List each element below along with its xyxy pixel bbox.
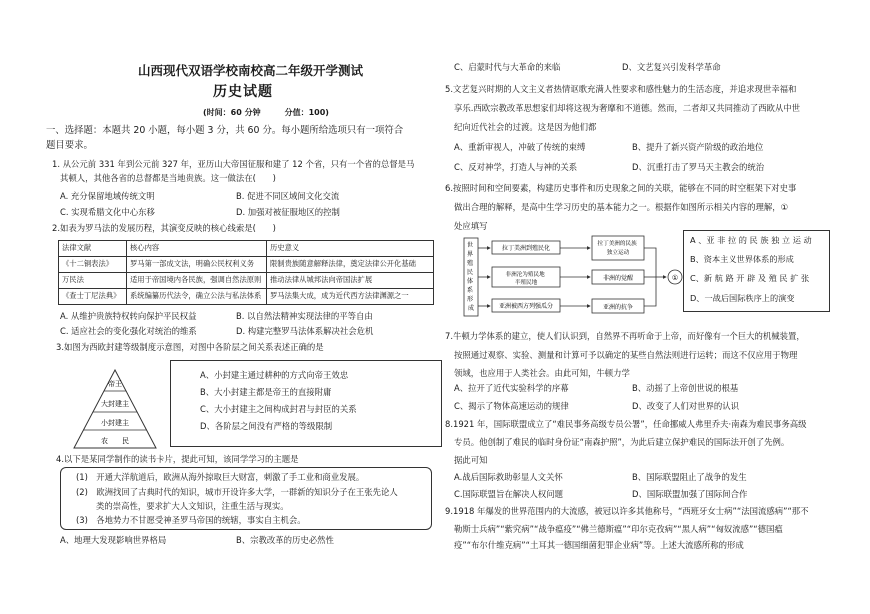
q4-option-b[interactable]: B、宗教改革的历史必然性	[236, 535, 334, 545]
q4-card-item-2-cont: 类的崇高性，要求扩大人文知识，注重生活与现实。	[96, 501, 289, 511]
q7-stem: 7.牛顿力学体系的建立，使人们认识到，自然界不再听命于上帝，而好像有一个巨大的机械装置，	[445, 331, 805, 341]
q6-option-c[interactable]: C、新 航 路 开 辟 及 殖 民 扩 张	[690, 273, 810, 283]
q7-stem-cont-1: 按照通过观察、实验、测量和计算可予以确定的某些自然法则进行运转；而这不仅应用于物理	[454, 350, 798, 360]
q2-table	[58, 240, 434, 305]
q3-option-d[interactable]: D、各阶层之间没有严格的等级限制	[200, 421, 333, 431]
q4-option-a[interactable]: A、地理大发现影响世界格局	[60, 535, 167, 545]
feudal-pyramid-diagram	[70, 366, 160, 452]
q4-option-d[interactable]: D、文艺复兴引发科学革命	[622, 62, 721, 72]
q1-stem: 1. 从公元前 331 年到公元前 327 年，亚历山大帝国征服和建了 12 个省，只有一个省的总督是马	[52, 159, 415, 169]
q5-stem-cont-1: 享乐.西欧宗教改革思想家们却将这视为奢靡和不道德。然而，二者却又共同推动了西欧从中世	[454, 103, 801, 113]
q9-stem: 9.1918 年爆发的世界范围内的大流感，被冠以许多其他称号，“西班牙女士病”“法国流感病”“那不	[445, 506, 809, 516]
table-header-cell: 法律文献	[59, 241, 127, 257]
q7-option-b[interactable]: B、动摇了上帝创世说的根基	[632, 383, 739, 393]
q6-stem-cont-2: 处应填写	[454, 221, 488, 231]
flow-box-latin-independence	[592, 236, 644, 260]
q6-stem-cont-1: 做出合理的解释，是高中生学习历史的基本能力之一。根据作如图所示相关内容的理解，①	[454, 202, 789, 212]
q1-option-d[interactable]: D. 加强对被征服地区的控制	[236, 207, 340, 217]
school-title: 山西现代双语学校南校高二年级开学测试	[138, 63, 364, 78]
q3-option-c[interactable]: C、大小封建主之间构成封君与封臣的关系	[200, 404, 357, 414]
subject-title: 历史试题	[213, 84, 273, 100]
table-cell: 推动法律从城邦法向帝国法扩展	[267, 273, 434, 289]
q8-stem: 8.1921 年，国际联盟成立了“难民事务高级专员公署”，任命挪威人弗里乔夫·南森为难民事务高级	[445, 419, 807, 429]
flow-text-asia: 亚洲被西方列强瓜分	[498, 303, 554, 310]
q2-option-d[interactable]: D. 构建完整罗马法体系解决社会危机	[236, 326, 374, 336]
q4-card-item-1: (1) 开通大洋航道后，欧洲从海外掠取巨大财富，刺激了手工业和商业发展。	[76, 472, 365, 482]
q4-card-item-3: (3) 各地势力不甘愿受神圣罗马帝国的统辖，事实自主机会。	[76, 515, 306, 525]
q1-stem-cont: 其顿人，其他各省的总督都是当地贵族。这一做法在( )	[60, 173, 276, 183]
q7-stem-cont-2: 领域，也应用于人类社会。由此可知，牛顿力学	[454, 368, 630, 378]
table-cell: 《查士丁尼法典》	[59, 289, 127, 305]
q6-option-a[interactable]: A 、亚 非 拉 的 民 族 独 立 运 动	[690, 235, 812, 245]
q4-stem: 4.以下是某同学制作的读书卡片，提此可知，该同学学习的主题是	[56, 454, 299, 464]
table-header-cell: 历史意义	[267, 241, 434, 257]
q2-option-b[interactable]: B. 以自然法精神实现法律的平等自由	[236, 311, 373, 321]
flow-text-latin-independence: 拉丁美洲的民族 独立运动	[597, 241, 637, 256]
q7-option-d[interactable]: D、改变了人们对世界的认识	[632, 401, 739, 411]
q5-option-d[interactable]: D、沉重打击了罗马天主教会的统治	[632, 162, 765, 172]
table-cell: 罗马第一部成文法，明确公民权利义务	[127, 257, 267, 273]
q8-stem-cont-1: 专员。他创制了难民的临时身份证“南森护照”，为此后建立保护难民的国际法开创了先例。	[454, 437, 790, 447]
vertical-label-text: 世 界 殖 民 体 系 形 成	[466, 242, 475, 312]
q4-option-c[interactable]: C、启蒙时代与大革命的来临	[454, 62, 561, 72]
pyramid-label-minor-lords: 小封建主	[101, 419, 129, 427]
colonial-system-flow-diagram	[462, 232, 684, 322]
q6-option-b[interactable]: B、资本主义世界体系的形成	[690, 254, 794, 264]
table-cell: 《十二铜表法》	[59, 257, 127, 273]
section-heading-cont: 题目要求。	[46, 140, 93, 151]
table-row	[59, 289, 434, 305]
flow-text-asia-struggle: 亚洲的抗争	[602, 304, 634, 311]
q2-option-a[interactable]: A. 从维护贵族特权转向保护平民权益	[60, 311, 197, 321]
flow-text-africa-awakening: 非洲的觉醒	[602, 275, 634, 282]
table-cell: 系统编纂历代法令，确立公法与私法体系	[127, 289, 267, 305]
q7-option-a[interactable]: A、拉开了近代实验科学的序幕	[454, 383, 569, 393]
q5-option-c[interactable]: C、反对神学，打造人与神的关系	[454, 162, 578, 172]
flow-text-africa: 非洲沦为殖民地 半殖民地	[505, 272, 545, 286]
flow-text-latin-america: 拉丁美洲到殖民化	[501, 245, 551, 252]
table-header-cell: 核心内容	[127, 241, 267, 257]
section-heading: 一、选择题：本题共 20 小题，每小题 3 分，共 60 分。每小题所给选项只有一项符合	[46, 125, 404, 136]
table-header-row	[59, 241, 434, 257]
blank-circle-label: ①	[671, 274, 679, 282]
q8-option-d[interactable]: D、国际联盟加强了国际间合作	[632, 489, 748, 499]
q7-option-c[interactable]: C、揭示了物体高速运动的规律	[454, 401, 569, 411]
table-cell: 限制贵族随意解释法律，奠定法律公开化基础	[267, 257, 434, 273]
q8-option-b[interactable]: B、国际联盟阻止了战争的发生	[632, 472, 747, 482]
q5-option-b[interactable]: B、提升了新兴资产阶级的政治地位	[632, 142, 764, 152]
pyramid-label-great-lords: 大封建主	[101, 400, 129, 408]
exam-info: (时间：60 分钟 分值：100)	[203, 108, 329, 117]
q6-stem: 6.按照时间和空间要素，构建历史事件和历史现象之间的关联，能够在不同的时空框架下对史事	[445, 183, 797, 193]
q8-stem-cont-2: 据此可知	[454, 455, 488, 465]
q6-option-d[interactable]: D、一战后国际秩序上的演变	[690, 293, 795, 303]
table-row	[59, 257, 434, 273]
table-row	[59, 273, 434, 289]
q4-card-item-2: (2) 欧洲找回了古典时代的知识，城市开设许多大学，一群新的知识分子在王张先论人	[76, 487, 398, 497]
table-cell: 万民法	[59, 273, 127, 289]
table-cell: 适用于帝国境内各民族，强调自然法原则	[127, 273, 267, 289]
q5-stem: 5.文艺复兴时期的人文主义者热情讴歌充满人性要求和感性魅力的生活态度，并追求现世幸福和	[445, 84, 797, 94]
q2-stem: 2.如表为罗马法的发展历程，其演变反映的核心线索是( )	[52, 223, 276, 233]
q3-option-a[interactable]: A、小封建主通过耕种的方式向帝王效忠	[200, 370, 349, 380]
pyramid-label-king: 帝王	[108, 380, 122, 388]
q1-option-c[interactable]: C. 实现希腊文化中心东移	[60, 207, 155, 217]
q9-stem-cont-1: 勒斯士兵病”“紫究病”“战争瘟疫”“佛兰德斯瘟”“印尔克孜病”“黑人病”“匈奴流感”“德国瘟	[454, 524, 783, 534]
q3-stem: 3.如图为西欧封建等级制度示意图，对图中各阶层之间关系表述正确的是	[56, 342, 324, 352]
q8-option-a[interactable]: A.战后国际救助彰显人文关怀	[454, 472, 563, 482]
q5-stem-cont-2: 纪向近代社会的过渡。这是因为他们都	[454, 122, 597, 132]
table-cell: 罗马法集大成，成为近代西方法律渊源之一	[267, 289, 434, 305]
q1-option-b[interactable]: B. 促进不同区域间文化交流	[236, 191, 340, 201]
q1-option-a[interactable]: A. 充分保留地域传统文明	[60, 191, 155, 201]
q2-option-c[interactable]: C. 适应社会的变化强化对统治的维系	[60, 326, 197, 336]
pyramid-label-peasants: 农 民	[101, 437, 129, 445]
q9-stem-cont-2: 疫”“布尔什维克病”“土耳其一德国细菌犯罪企业病”等。上述大流感所称的形成	[454, 540, 744, 550]
q5-option-a[interactable]: A、重新审视人，冲破了传统的束缚	[454, 142, 586, 152]
q8-option-c[interactable]: C.国际联盟旨在解决人权问题	[454, 489, 564, 499]
q3-option-b[interactable]: B、大小封建主都是帝王的直接附庸	[200, 387, 332, 397]
